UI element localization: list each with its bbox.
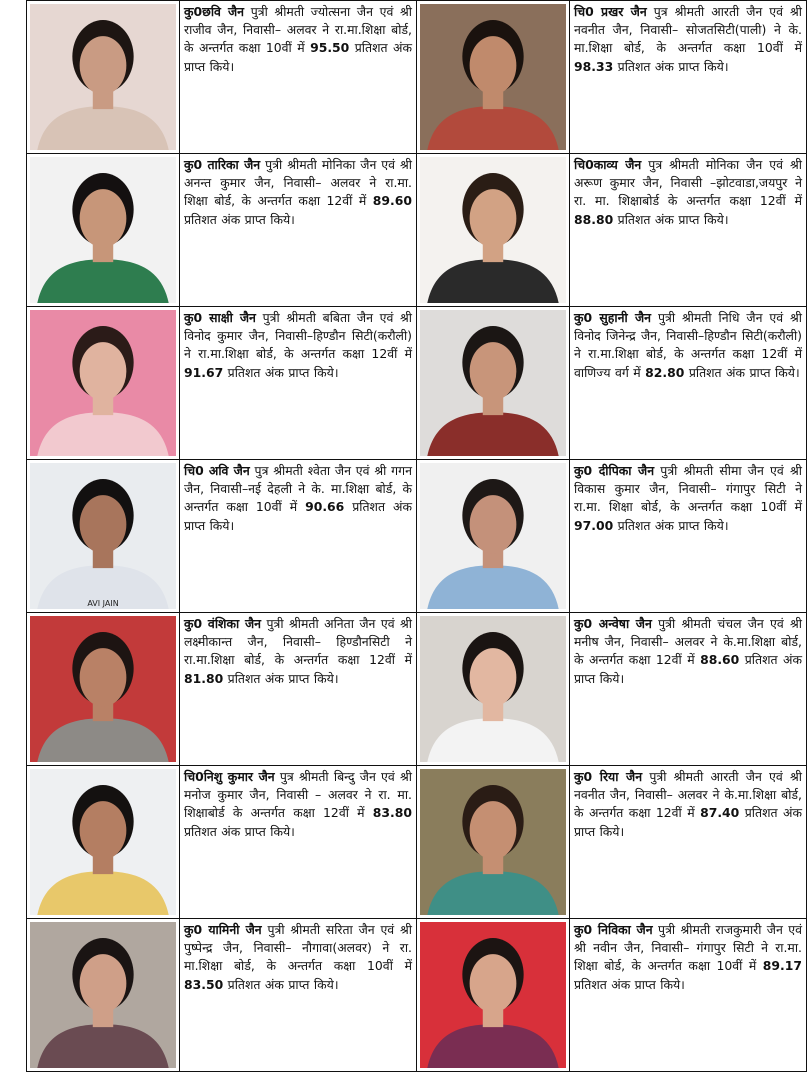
photo-caption: AVI JAIN xyxy=(87,599,119,608)
portrait-image xyxy=(30,157,176,303)
student-entry xyxy=(574,309,802,382)
score-suffix: प्रतिशत अंक प्राप्त किये। xyxy=(617,211,729,227)
student-name: कु0 यामिनी जैन xyxy=(184,922,262,937)
student-photo xyxy=(420,922,566,1068)
student-photo xyxy=(420,310,566,456)
student-row xyxy=(27,307,807,460)
portrait-image xyxy=(420,463,566,609)
student-photo xyxy=(30,769,176,915)
student-entry xyxy=(574,3,802,76)
student-row xyxy=(27,613,807,766)
student-photo-cell xyxy=(27,307,180,460)
student-text-cell xyxy=(570,1,807,154)
student-name: कु0 तारिका जैन xyxy=(184,157,261,172)
student-name: कु0 रिया जैन xyxy=(574,769,643,784)
student-details: पुत्र श्रीमती बिन्दु जैन एवं श्री मनोज कुमार जैन, निवासी – अलवर ने रा. मा. शिक्षाबोर्ड के अन्तर्गत कक्षा 12वीं में xyxy=(184,769,412,821)
student-details: पुत्री श्रीमती अनिता जैन एवं श्री लक्ष्मीकान्त जैन, निवासी– हिण्डौनसिटी ने रा.मा.शिक्षा बोर्ड, के अन्तर्गत कक्षा 12वीं में xyxy=(184,616,412,668)
student-details: पुत्री श्रीमती आरती जैन एवं श्री नवनीत जैन, निवासी– अलवर ने के.मा.शिक्षा बोर्ड, के अन्तर्गत कक्षा 12वीं में xyxy=(574,769,802,821)
student-photo-cell xyxy=(27,613,180,766)
portrait-image xyxy=(30,616,176,762)
student-entry xyxy=(184,921,412,994)
student-details: पुत्री श्रीमती मोनिका जैन एवं श्री अनन्त कुमार जैन, निवासी– अलवर ने रा.मा. शिक्षा बोर्ड, के अन्तर्गत कक्षा 12वीं में xyxy=(184,157,412,209)
student-details: पुत्र श्रीमती श्वेता जैन एवं श्री गगन जैन, निवासी–नई देहली ने के. मा.शिक्षा बोर्ड, के अन्तर्गत कक्षा 10वीं में xyxy=(184,463,412,515)
student-name: चि0 प्रखर जैन xyxy=(574,4,647,19)
student-name: कु0 अन्वेषा जैन xyxy=(574,616,652,631)
student-score: 83.80 xyxy=(372,805,412,821)
student-name: चि0निशु कुमार जैन xyxy=(184,769,275,784)
student-photo xyxy=(420,4,566,150)
student-photo-cell xyxy=(417,307,570,460)
portrait-image xyxy=(420,769,566,915)
student-details: पुत्री श्रीमती बबिता जैन एवं श्री विनोद कुमार जैन, निवासी–हिण्डौन सिटी(करौली) ने रा.मा.शिक्षा बोर्ड, के अन्तर्गत कक्षा 12वीं में xyxy=(184,310,412,362)
student-entry xyxy=(184,156,412,229)
student-entry xyxy=(184,462,412,535)
student-details: पुत्री श्रीमती सीमा जैन एवं श्री विकास कुमार जैन, निवासी– गंगापुर सिटी ने रा.मा. शिक्षा बोर्ड, के अन्तर्गत कक्षा 10वीं में xyxy=(574,463,802,515)
student-photo-cell xyxy=(27,460,180,613)
student-row xyxy=(27,766,807,919)
score-suffix: प्रतिशत अंक प्राप्त किये। xyxy=(184,823,295,839)
student-score: 91.67 xyxy=(184,364,224,380)
student-entry xyxy=(184,3,412,76)
student-score: 88.80 xyxy=(574,211,614,227)
student-details: पुत्री श्रीमती निधि जैन एवं श्री विनोद जिनेन्द्र जैन, निवासी–हिण्डौन सिटी(करौली) ने रा.मा.शिक्षा बोर्ड, के अन्तर्गत कक्षा 12वीं में वाणिज्य वर्ग में xyxy=(574,310,802,380)
student-score: 89.17 xyxy=(762,958,802,974)
portrait-image xyxy=(30,769,176,915)
student-photo xyxy=(30,616,176,762)
student-score: 97.00 xyxy=(574,517,614,533)
student-photo-cell xyxy=(27,919,180,1072)
student-text-cell xyxy=(570,613,807,766)
score-suffix: प्रतिशत अंक प्राप्त किये। xyxy=(184,211,295,227)
student-photo xyxy=(30,922,176,1068)
student-entry xyxy=(574,615,802,688)
portrait-image xyxy=(30,310,176,456)
portrait-image xyxy=(420,157,566,303)
student-text-cell xyxy=(180,307,417,460)
student-text-cell xyxy=(570,154,807,307)
students-grid xyxy=(26,0,807,1072)
student-score: 87.40 xyxy=(700,805,740,821)
student-score: 89.60 xyxy=(372,193,412,209)
student-name: कु0 साक्षी जैन xyxy=(184,310,256,325)
student-entry xyxy=(184,768,412,841)
student-score: 81.80 xyxy=(184,670,224,686)
student-photo-cell xyxy=(27,1,180,154)
student-text-cell xyxy=(180,1,417,154)
student-photo xyxy=(420,616,566,762)
student-score: 88.60 xyxy=(700,652,740,668)
portrait-image xyxy=(420,310,566,456)
student-photo-cell xyxy=(417,460,570,613)
student-name: चि0 अवि जैन xyxy=(184,463,250,478)
student-entry xyxy=(184,615,412,688)
score-suffix: प्रतिशत अंक प्राप्त किये। xyxy=(617,58,729,74)
student-score: 83.50 xyxy=(184,976,224,992)
student-row xyxy=(27,154,807,307)
student-text-cell xyxy=(570,307,807,460)
student-photo-cell xyxy=(417,766,570,919)
student-photo xyxy=(30,463,176,609)
student-photo xyxy=(30,310,176,456)
score-suffix: प्रतिशत अंक प्राप्त किये। xyxy=(574,976,685,992)
student-photo xyxy=(30,4,176,150)
portrait-image xyxy=(30,463,176,609)
student-entry xyxy=(574,462,802,535)
portrait-image xyxy=(420,616,566,762)
student-entry xyxy=(574,921,802,994)
student-photo-cell xyxy=(27,154,180,307)
student-details: पुत्री श्रीमती सरिता जैन एवं श्री पुष्पेन्द्र जैन, निवासी– नौगावा(अलवर) ने रा. मा.शिक्षा बोर्ड, के अन्तर्गत कक्षा 10वीं में xyxy=(184,922,412,974)
student-name: कु0 वंशिका जैन xyxy=(184,616,262,631)
student-text-cell xyxy=(180,766,417,919)
score-suffix: प्रतिशत अंक प्राप्त किये। xyxy=(227,364,339,380)
score-suffix: प्रतिशत अंक प्राप्त किये। xyxy=(574,652,802,686)
score-suffix: प्रतिशत अंक प्राप्त किये। xyxy=(227,976,339,992)
student-entry xyxy=(574,156,802,229)
student-row xyxy=(27,1,807,154)
student-details: पुत्री श्रीमती चंचल जैन एवं श्री मनीष जैन, निवासी– अलवर ने के.मा.शिक्षा बोर्ड, के अन्तर्गत कक्षा 12वीं में xyxy=(574,616,802,668)
student-details: पुत्र श्रीमती आरती जैन एवं श्री नवनीत जैन, निवासी– सोजतसिटी(पाली) ने के. मा.शिक्षा बोर्ड, के अन्तर्गत कक्षा 10वीं में xyxy=(574,4,802,56)
portrait-image xyxy=(30,922,176,1068)
student-text-cell xyxy=(180,154,417,307)
student-score: 90.66 xyxy=(305,499,345,515)
portrait-image xyxy=(420,922,566,1068)
student-name: कु0 निविका जैन xyxy=(574,922,653,937)
student-photo-cell xyxy=(27,766,180,919)
student-text-cell xyxy=(180,919,417,1072)
student-photo-cell xyxy=(417,919,570,1072)
student-score: 82.80 xyxy=(645,364,685,380)
student-name: कु0 दीपिका जैन xyxy=(574,463,655,478)
student-details: पुत्र श्रीमती मोनिका जैन एवं श्री अरूण कुमार जैन, निवासी –झोटवाडा,जयपुर ने रा. मा. शिक्षाबोर्ड के अन्तर्गत कक्षा 12वीं में xyxy=(574,157,802,209)
student-photo xyxy=(420,463,566,609)
score-suffix: प्रतिशत अंक प्राप्त किये। xyxy=(184,499,412,533)
student-score: 95.50 xyxy=(310,40,350,56)
student-details: पुत्री श्रीमती राजकुमारी जैन एवं श्री नवीन जैन, निवासी– गंगापुर सिटी ने रा.मा. शिक्षा बोर्ड, के अन्तर्गत कक्षा 10वीं में xyxy=(574,922,802,974)
student-row xyxy=(27,919,807,1072)
student-name: कु0 सुहानी जैन xyxy=(574,310,652,325)
score-suffix: प्रतिशत अंक प्राप्त किये। xyxy=(227,670,339,686)
student-text-cell xyxy=(180,613,417,766)
student-photo-cell xyxy=(417,613,570,766)
student-photo xyxy=(420,769,566,915)
student-details: पुत्री श्रीमती ज्योत्सना जैन एवं श्री राजीव जैन, निवासी– अलवर ने रा.मा.शिक्षा बोर्ड, के अन्तर्गत कक्षा 10वीं में xyxy=(184,4,412,56)
student-entry xyxy=(184,309,412,382)
student-photo-cell xyxy=(417,154,570,307)
student-photo-cell xyxy=(417,1,570,154)
score-suffix: प्रतिशत अंक प्राप्त किये। xyxy=(574,805,802,839)
score-suffix: प्रतिशत अंक प्राप्त किये। xyxy=(184,40,412,74)
student-text-cell xyxy=(570,766,807,919)
student-text-cell xyxy=(180,460,417,613)
student-photo xyxy=(30,157,176,303)
student-text-cell xyxy=(570,460,807,613)
student-name: कु0छवि जैन xyxy=(184,4,245,19)
student-row xyxy=(27,460,807,613)
student-entry xyxy=(574,768,802,841)
portrait-image xyxy=(30,4,176,150)
score-suffix: प्रतिशत अंक प्राप्त किये। xyxy=(617,517,729,533)
student-score: 98.33 xyxy=(574,58,614,74)
student-photo xyxy=(420,157,566,303)
portrait-image xyxy=(420,4,566,150)
student-name: चि0काव्य जैन xyxy=(574,157,642,172)
score-suffix: प्रतिशत अंक प्राप्त किये। xyxy=(688,364,800,380)
student-text-cell xyxy=(570,919,807,1072)
